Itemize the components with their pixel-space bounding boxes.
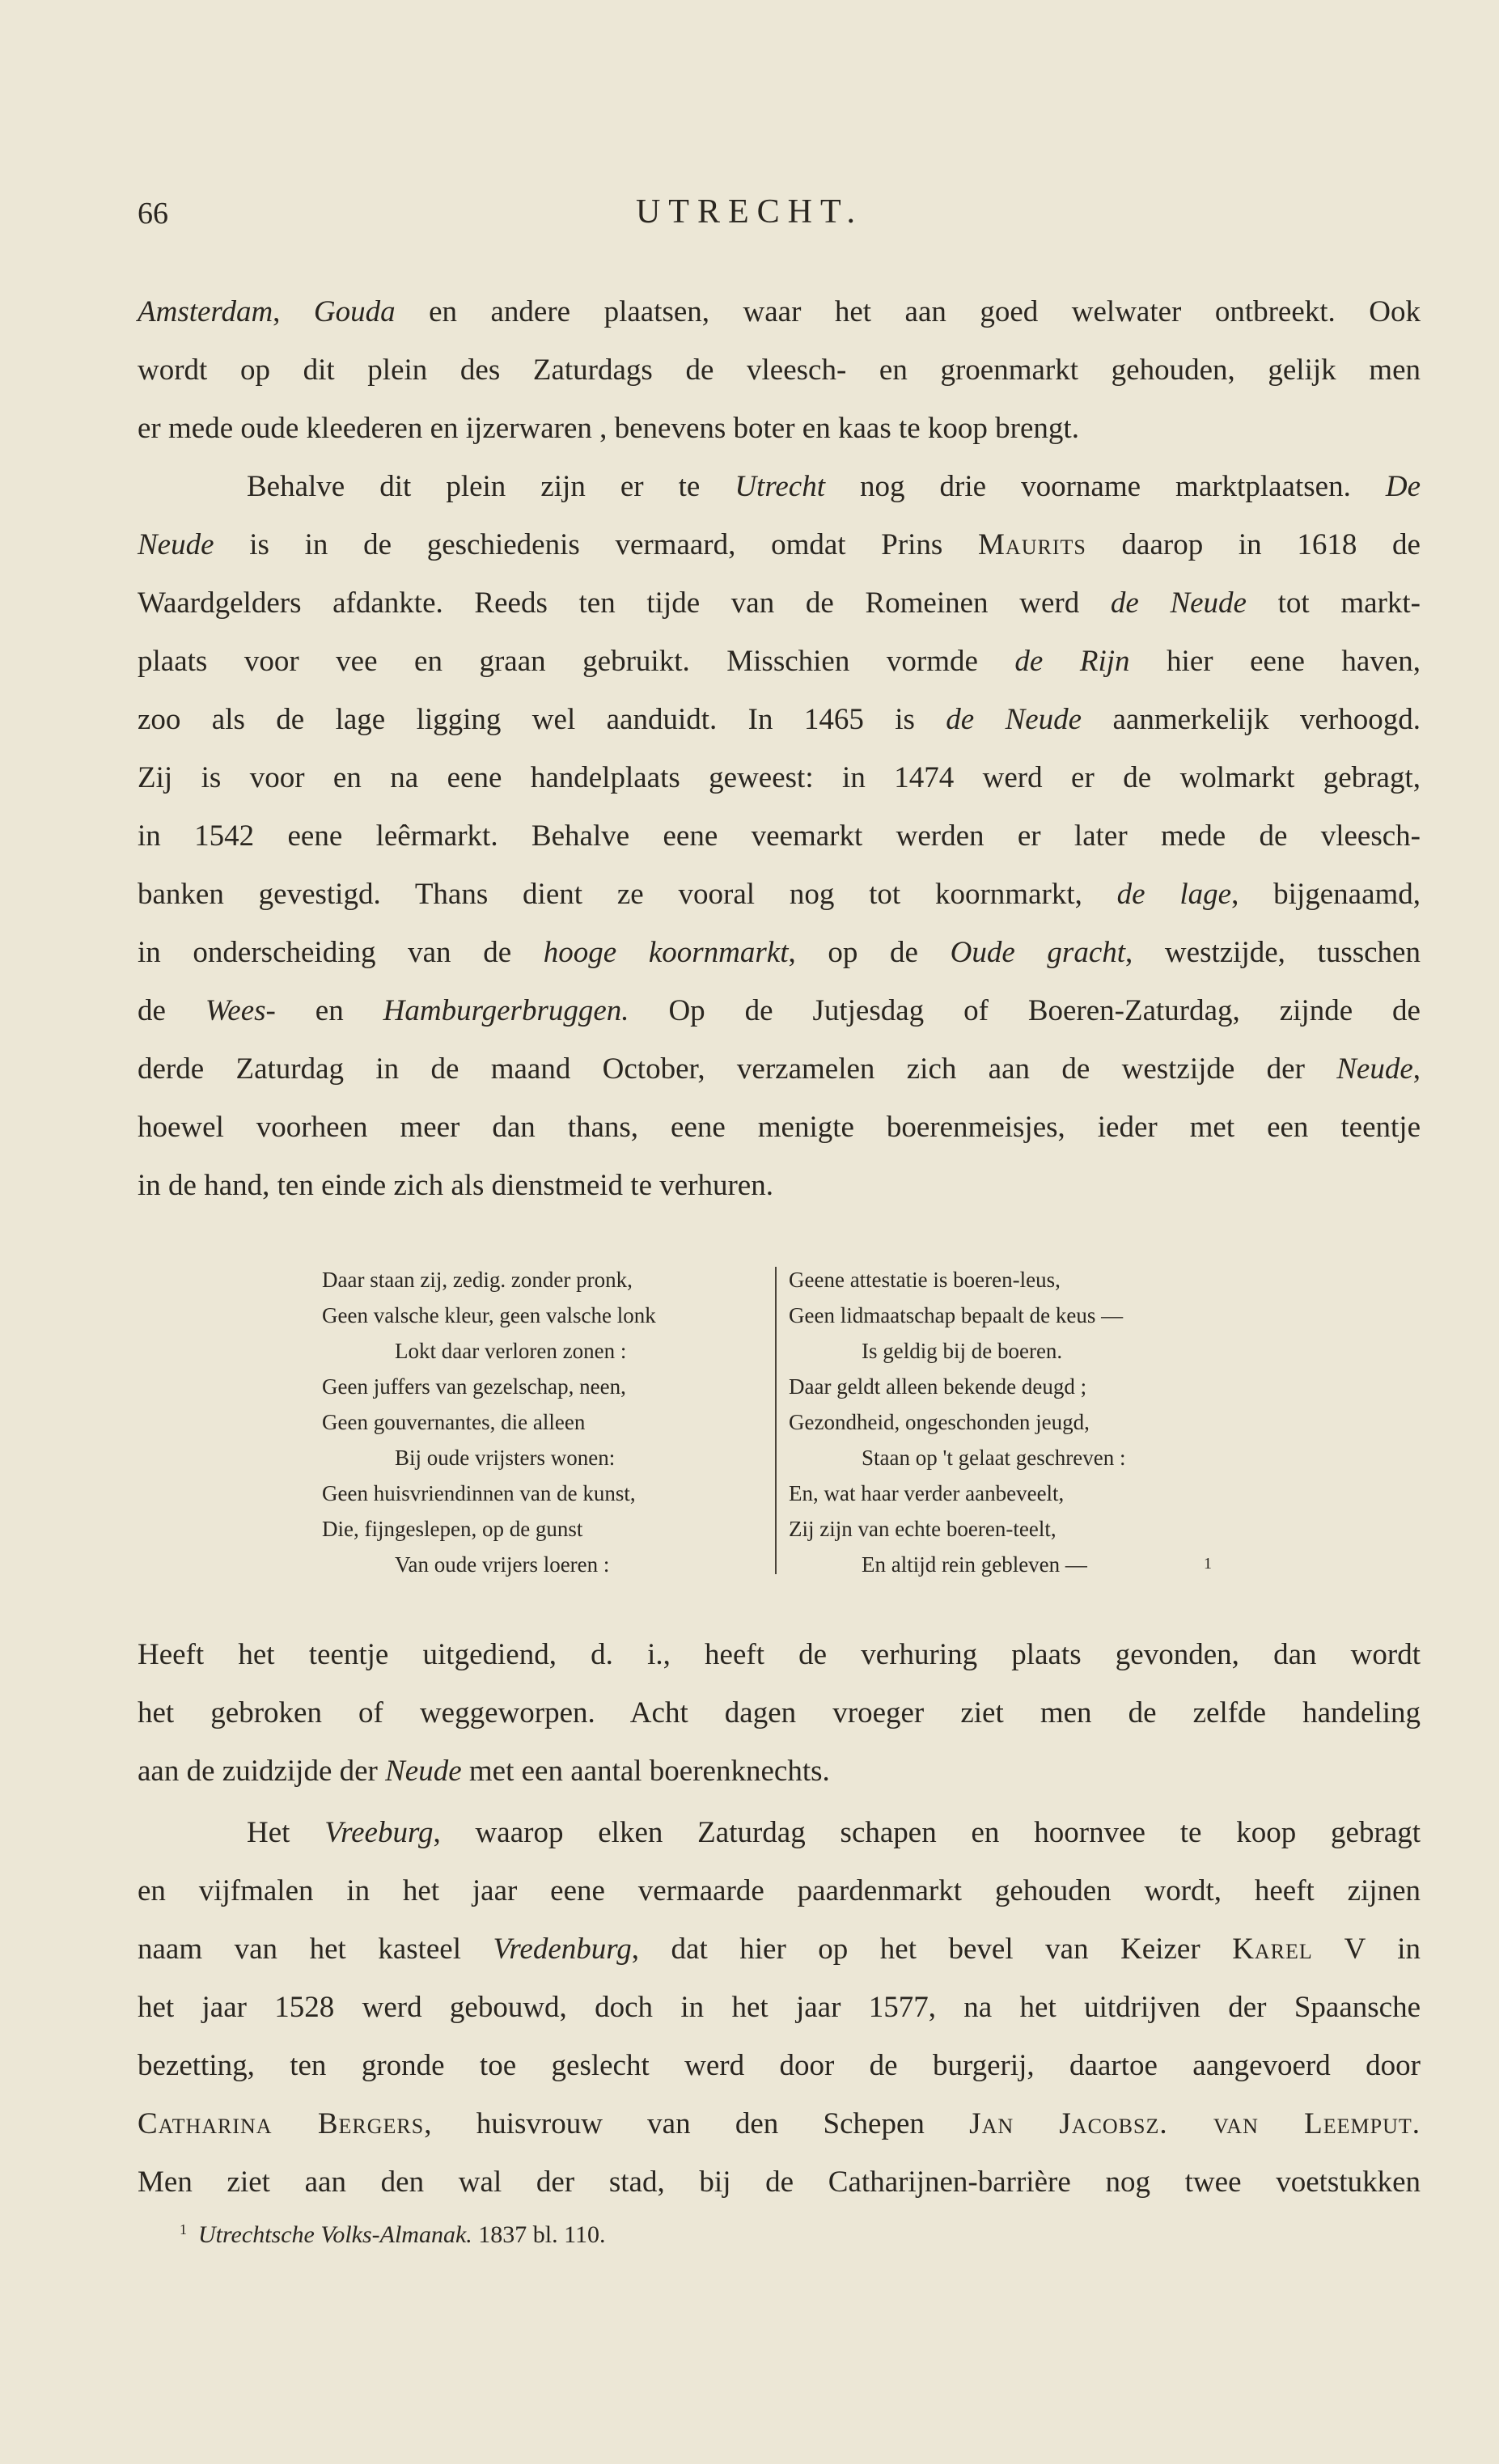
- poem-line: Daar geldt alleen bekende deugd ;: [789, 1374, 1087, 1399]
- text-line: Amsterdam, Gouda en andere plaatsen, waar het aan goed welwater ontbreekt. Ook: [138, 295, 1421, 328]
- poem-line: Zij zijn van echte boeren-teelt,: [789, 1517, 1056, 1541]
- poem-line: Gezondheid, ongeschonden jeugd,: [789, 1410, 1090, 1434]
- poem-line: Bij oude vrijsters wonen:: [395, 1446, 616, 1470]
- text-line: Neude is in de geschiedenis vermaard, omdat Prins Maurits daarop in 1618 de: [138, 528, 1421, 561]
- paragraph-4: [138, 1804, 1421, 2212]
- page-number: 66: [138, 197, 168, 231]
- poem-line: Geen lidmaatschap bepaalt de keus —: [789, 1303, 1124, 1327]
- text-line: het gebroken of weggeworpen. Acht dagen vroeger ziet men de zelfde handeling: [138, 1696, 1421, 1729]
- text-line: in de hand, ten einde zich als dienstmeid te verhuren.: [138, 1169, 773, 1202]
- poem-line: Daar staan zij, zedig. zonder pronk,: [322, 1268, 633, 1292]
- running-head: UTRECHT.: [635, 193, 864, 231]
- poem-line: Geen juffers van gezelschap, neen,: [322, 1374, 626, 1399]
- text-line: zoo als de lage ligging wel aanduidt. In 1465 is de Neude aanmerkelijk verhoogd.: [138, 703, 1421, 736]
- text-line: wordt op dit plein des Zaturdags de vleesch- en groenmarkt gehouden, gelijk men: [138, 354, 1421, 387]
- poem-column-left: [322, 1262, 760, 1582]
- poem-line: En altijd rein gebleven —: [862, 1552, 1087, 1577]
- text-line: in 1542 eene leêrmarkt. Behalve eene veemarkt werden er later mede de vleesch-: [138, 819, 1421, 853]
- poem-line: Geen huisvriendinnen van de kunst,: [322, 1481, 636, 1505]
- poem-line: Is geldig bij de boeren.: [862, 1339, 1063, 1363]
- poem-column-right: [789, 1262, 1242, 1582]
- poem-line: Die, fijngeslepen, op de gunst: [322, 1517, 583, 1541]
- text-line: de Wees- en Hamburgerbruggen. Op de Jutjesdag of Boeren-Zaturdag, zijnde de: [138, 994, 1421, 1027]
- poem-line: En, wat haar verder aanbeveelt,: [789, 1481, 1065, 1505]
- footnote-title: Utrechtsche Volks-Almanak.: [198, 2221, 472, 2248]
- paragraph-2: [138, 458, 1421, 1215]
- paragraph-1: [138, 283, 1421, 458]
- poem-line: Geen valsche kleur, geen valsche lonk: [322, 1303, 656, 1327]
- text-line: Catharina Bergers, huisvrouw van den Schepen Jan Jacobsz. van Leemput.: [138, 2107, 1421, 2140]
- footnote-reference: 1: [1204, 1555, 1212, 1573]
- text-line: hoewel voorheen meer dan thans, eene menigte boerenmeisjes, ieder met een teentje: [138, 1111, 1421, 1144]
- poem-line: Geen gouvernantes, die alleen: [322, 1410, 586, 1434]
- text-line: bezetting, ten gronde toe geslecht werd door de burgerij, daartoe aangevoerd door: [138, 2049, 1421, 2082]
- text-line: Behalve dit plein zijn er te Utrecht nog drie voorname marktplaatsen. De: [247, 470, 1421, 503]
- text-line: Men ziet aan den wal der stad, bij de Catharijnen-barrière nog twee voetstukken: [138, 2166, 1421, 2199]
- text-line: Waardgelders afdankte. Reeds ten tijde van de Romeinen werd de Neude tot markt-: [138, 586, 1421, 620]
- footnote: [180, 2221, 606, 2249]
- footnote-reference-text: 1837 bl. 110.: [472, 2221, 606, 2248]
- text-line: derde Zaturdag in de maand October, verzamelen zich aan de westzijde der Neude,: [138, 1052, 1421, 1086]
- poem-line: Van oude vrijers loeren :: [395, 1552, 610, 1577]
- text-line: er mede oude kleederen en ijzerwaren , benevens boter en kaas te koop brengt.: [138, 412, 1079, 445]
- text-line: plaats voor vee en graan gebruikt. Misschien vormde de Rijn hier eene haven,: [138, 645, 1421, 678]
- footnote-number: 1: [180, 2221, 187, 2237]
- text-line: aan de zuidzijde der Neude met een aantal boerenknechts.: [138, 1755, 830, 1788]
- text-line: Heeft het teentje uitgediend, d. i., heeft de verhuring plaats gevonden, dan wordt: [138, 1638, 1421, 1671]
- paragraph-3: [138, 1626, 1421, 1801]
- text-line: banken gevestigd. Thans dient ze vooral nog tot koornmarkt, de lage, bijgenaamd,: [138, 878, 1421, 911]
- text-line: het jaar 1528 werd gebouwd, doch in het jaar 1577, na het uitdrijven der Spaansche: [138, 1991, 1421, 2024]
- text-line: naam van het kasteel Vredenburg, dat hier op het bevel van Keizer Karel V in: [138, 1933, 1421, 1966]
- poem-line: Lokt daar verloren zonen :: [395, 1339, 627, 1363]
- text-line: en vijfmalen in het jaar eene vermaarde paardenmarkt gehouden wordt, heeft zijnen: [138, 1874, 1421, 1907]
- text-line: Zij is voor en na eene handelplaats geweest: in 1474 werd er de wolmarkt gebragt,: [138, 761, 1421, 794]
- text-line: in onderscheiding van de hooge koornmarkt, op de Oude gracht, westzijde, tusschen: [138, 936, 1421, 969]
- poem-line: Geene attestatie is boeren-leus,: [789, 1268, 1061, 1292]
- poem-line: Staan op 't gelaat geschreven :: [862, 1446, 1126, 1470]
- poem-divider: [775, 1267, 777, 1574]
- text-line: Het Vreeburg, waarop elken Zaturdag schapen en hoornvee te koop gebragt: [247, 1816, 1421, 1849]
